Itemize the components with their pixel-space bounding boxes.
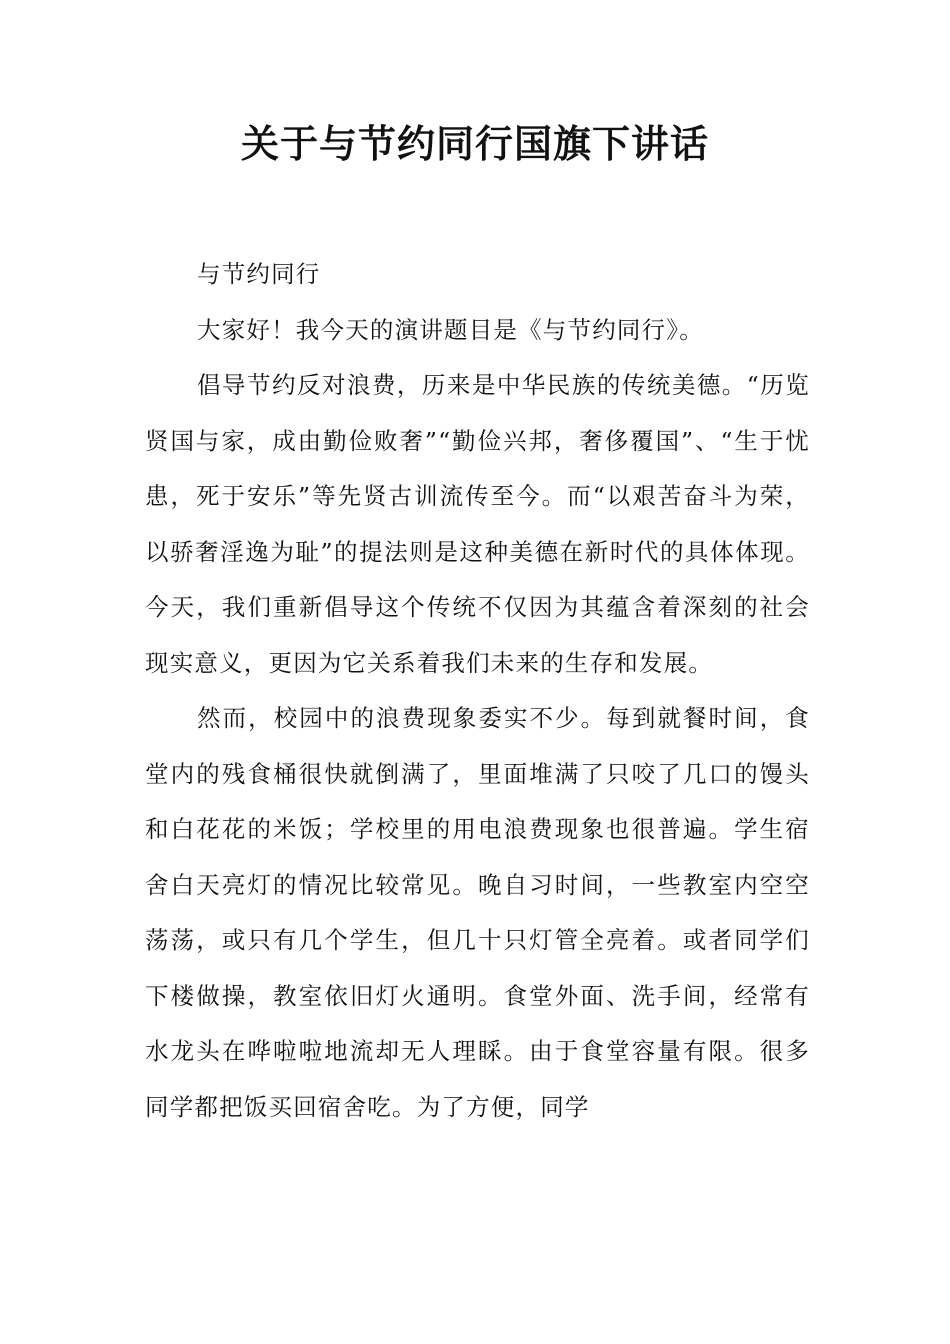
document-title: 关于与节约同行国旗下讲话 — [240, 121, 709, 166]
speech-subtitle: 与节约同行 — [197, 260, 321, 288]
document-body — [145, 247, 810, 1135]
paragraph-campus-waste: 然而，校园中的浪费现象委实不少。每到就餐时间，食堂内的残食桶很快就倒满了，里面堆满了只咬了几口的馒头和白花花的米饭；学校里的用电浪费现象也很普遍。学生宿舍白天亮灯的情况比较常见。晚自习时间，一些教室内空空荡荡，或只有几个学生，但几十只灯管全亮着。或者同学们下楼做操，教室依旧灯火通明。食堂外面、洗手间，经常有水龙头在哗啦啦地流却无人理睬。由于食堂容量有限。很多同学都把饭买回宿舍吃。为了方便，同学 — [145, 704, 810, 1121]
paragraph-tradition: 倡导节约反对浪费，历来是中华民族的传统美德。“历览贤国与家，成由勤俭败奢”“勤俭兴邦，奢侈覆国”、“生于忧患，死于安乐”等先贤古训流传至今。而“以艰苦奋斗为荣，以骄奢淫逸为耻”的提法则是这种美德在新时代的具体体现。今天，我们重新倡导这个传统不仅因为其蕴含着深刻的社会现实意义，更因为它关系着我们未来的生存和发展。 — [145, 371, 810, 677]
paragraph-greeting: 大家好！我今天的演讲题目是《与节约同行》。 — [197, 315, 704, 344]
